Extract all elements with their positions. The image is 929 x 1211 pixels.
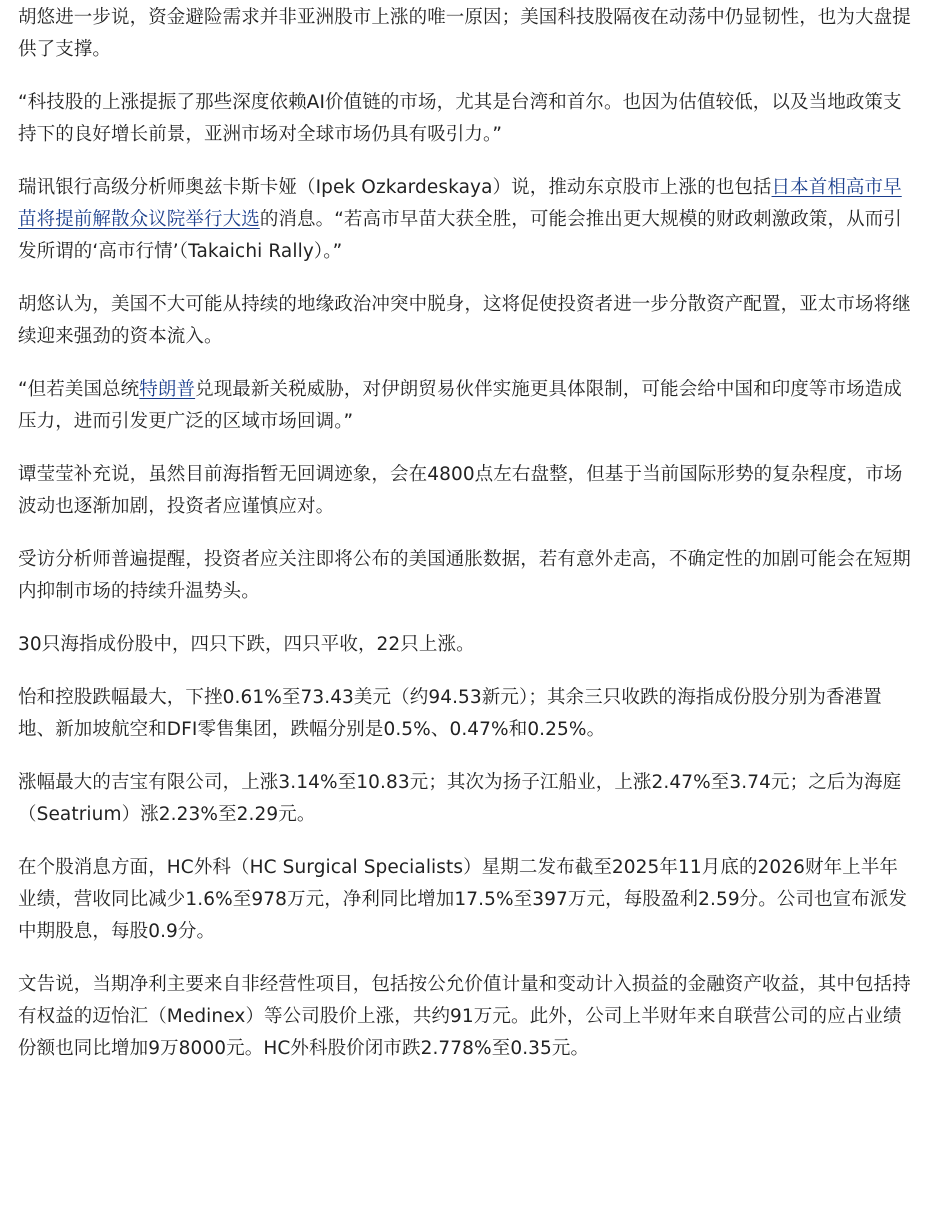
paragraph-hc-surgical-announcement: [18, 969, 911, 1065]
paragraph-geopolitics: [18, 289, 911, 353]
paragraph-text: “但若美国总统: [18, 379, 140, 400]
paragraph-hc-surgical-results: [18, 852, 911, 948]
paragraph-text: 涨幅最大的吉宝有限公司，上涨3.14%至10.83元；其次为扬子江船业，上涨2.47%至3.74元；之后为海庭（Seatrium）涨2.23%至2.29元。: [18, 772, 902, 825]
paragraph-text: 胡悠认为，美国不大可能从持续的地缘政治冲突中脱身，这将促使投资者进一步分散资产配置，亚太市场将继续迎来强劲的资本流入。: [18, 294, 911, 347]
paragraph-text: “科技股的上涨提振了那些深度依赖AI价值链的市场，尤其是台湾和首尔。也因为估值较低，以及当地政策支持下的良好增长前景，亚洲市场对全球市场仍具有吸引力。”: [18, 92, 902, 145]
paragraph-takaichi-rally: [18, 172, 911, 268]
paragraph-inflation-data: [18, 544, 911, 608]
paragraph-text: 文告说，当期净利主要来自非经营性项目，包括按公允价值计量和变动计入损益的金融资产收益，其中包括持有权益的迈怡汇（Medinex）等公司股价上涨，共约91万元。此外，公司上半财年来自联营公司的应占业绩份额也同比增加9万8000元。HC外科股价闭市跌2.778%至0.35元。: [18, 974, 911, 1059]
paragraph-text: 在个股消息方面，HC外科（HC Surgical Specialists）星期二发布截至2025年11月底的2026财年上半年业绩，营收同比减少1.6%至978万元，净利同比增加17.5%至397万元，每股盈利2.59分。公司也宣布派发中期股息，每股0.9分。: [18, 857, 908, 942]
paragraph-tech-stocks-quote: [18, 87, 911, 151]
paragraph-hu-you-safe-haven: [18, 2, 911, 66]
paragraph-text: 兑现最新关税威胁，对伊朗贸易伙伴实施更具体限制，可能会给中国和印度等市场造成压力，进而引发更广泛的区域市场回调。”: [18, 379, 902, 432]
paragraph-trump-tariffs: [18, 374, 911, 438]
paragraph-sti-constituents: [18, 629, 911, 661]
paragraph-top-decliners: [18, 682, 911, 746]
paragraph-top-gainers: [18, 767, 911, 831]
paragraph-text: 的消息。“若高市早苗大获全胜，可能会推出更大规模的财政刺激政策，从而引发所谓的‘高市行情’（Takaichi Rally）。”: [18, 209, 902, 262]
link-japan-pm-election[interactable]: 日本首相高市早苗将提前解散众议院举行大选: [18, 177, 902, 230]
paragraph-text: 瑞讯银行高级分析师奥兹卡斯卡娅（Ipek Ozkardeskaya）说，推动东京股市上涨的也包括: [18, 177, 772, 198]
paragraph-text: 胡悠进一步说，资金避险需求并非亚洲股市上涨的唯一原因；美国科技股隔夜在动荡中仍显韧性，也为大盘提供了支撑。: [18, 7, 911, 60]
link-trump[interactable]: 特朗普: [139, 379, 196, 400]
paragraph-text: 30只海指成份股中，四只下跌，四只平收，22只上涨。: [18, 634, 475, 655]
paragraph-text: 怡和控股跌幅最大，下挫0.61%至73.43美元（约94.53新元）；其余三只收跌的海指成份股分别为香港置地、新加坡航空和DFI零售集团，跌幅分别是0.5%、0.47%和0.25%。: [18, 687, 882, 740]
paragraph-text: 谭莹莹补充说，虽然目前海指暂无回调迹象，会在4800点左右盘整，但基于当前国际形势的复杂程度，市场波动也逐渐加剧，投资者应谨慎应对。: [18, 464, 903, 517]
paragraph-sti-consolidation: [18, 459, 911, 523]
paragraph-text: 受访分析师普遍提醒，投资者应关注即将公布的美国通胀数据，若有意外走高，不确定性的加剧可能会在短期内抑制市场的持续升温势头。: [18, 549, 911, 602]
